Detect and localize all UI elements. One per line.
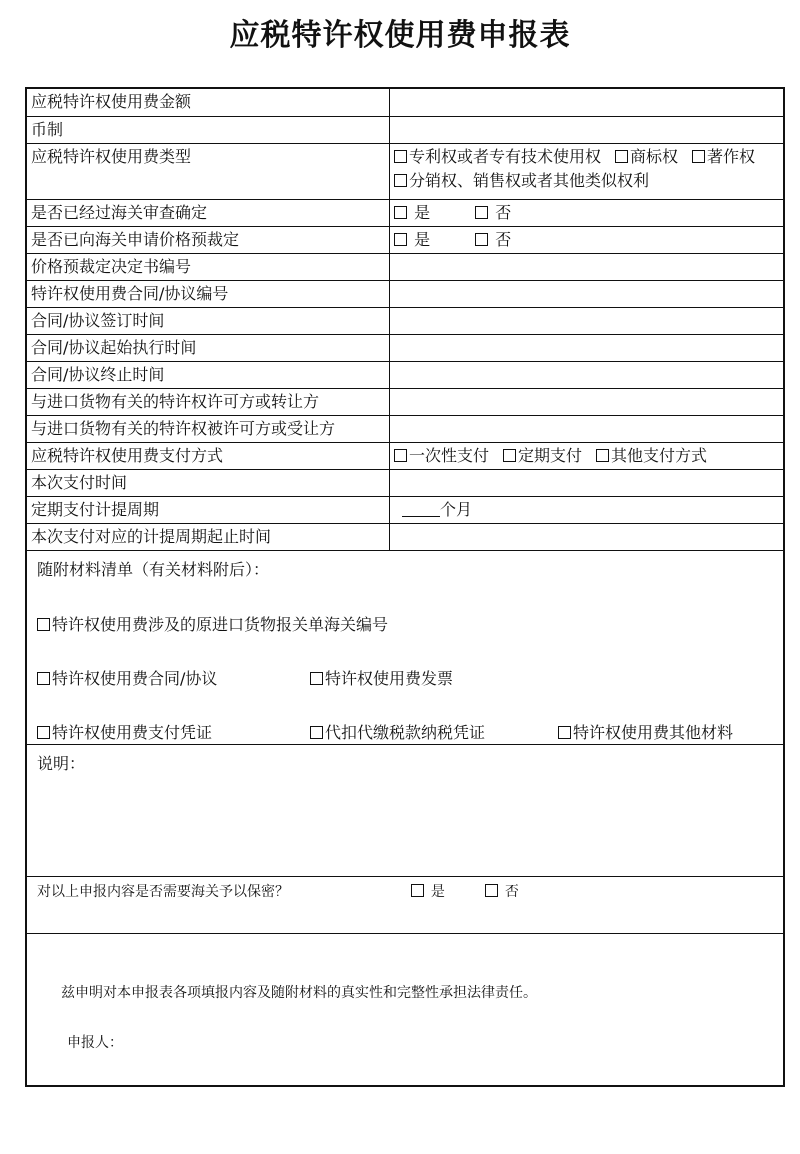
checkbox[interactable] (411, 884, 424, 897)
payment-time-label: 本次支付时间 (27, 469, 390, 496)
signer-label: 申报人： (67, 1034, 123, 1051)
material-item-other[interactable]: 特许权使用费其他材料 (558, 720, 733, 744)
checkbox[interactable] (37, 672, 50, 685)
licensor-field[interactable] (390, 388, 784, 415)
material-item-invoice[interactable]: 特许权使用费发票 (310, 666, 453, 720)
licensee-label: 与进口货物有关的特许权被许可方或受让方 (27, 415, 390, 442)
page-title: 应税特许权使用费申报表 (229, 18, 571, 53)
amount-label: 应税特许权使用费金额 (27, 89, 390, 116)
checkbox[interactable] (394, 206, 407, 219)
type-option-distribution[interactable]: 分销权、销售权或者其他类似权利 (394, 171, 649, 190)
secrecy-question: 对以上申报内容是否需要海关予以保密？ (37, 883, 289, 900)
explain-section[interactable] (27, 745, 783, 877)
checkbox[interactable] (475, 206, 488, 219)
materials-title: 随附材料清单（有关材料附后）： (37, 559, 270, 579)
ruling-number-field[interactable] (390, 253, 784, 280)
materials-row (37, 612, 773, 666)
currency-field[interactable] (390, 116, 784, 143)
checkbox[interactable] (394, 449, 407, 462)
customs-confirmed-yes[interactable]: 是 (394, 203, 430, 222)
type-options (390, 143, 784, 199)
payment-option-lump-sum[interactable]: 一次性支付 (394, 446, 489, 465)
sign-date-field[interactable] (390, 307, 784, 334)
materials-row (37, 720, 773, 744)
payment-method-options (390, 442, 784, 469)
contract-number-field[interactable] (390, 280, 784, 307)
materials-row (37, 666, 773, 720)
secrecy-section (27, 877, 783, 934)
type-option-copyright[interactable]: 著作权 (692, 147, 755, 166)
checkbox[interactable] (692, 150, 705, 163)
period-field[interactable] (390, 496, 784, 523)
sign-date-label: 合同/协议签订时间 (27, 307, 390, 334)
end-date-field[interactable] (390, 361, 784, 388)
checkbox[interactable] (394, 233, 407, 246)
checkbox[interactable] (310, 672, 323, 685)
period-range-label: 本次支付对应的计提周期起止时间 (27, 523, 390, 550)
secrecy-no[interactable]: 否 (485, 884, 518, 900)
customs-confirmed-options (390, 199, 784, 226)
licensor-label: 与进口货物有关的特许权许可方或转让方 (27, 388, 390, 415)
material-item-customs-number[interactable]: 特许权使用费涉及的原进口货物报关单海关编号 (37, 612, 388, 666)
form-grid (27, 89, 783, 551)
payment-option-other[interactable]: 其他支付方式 (596, 446, 707, 465)
declaration-form (25, 87, 785, 1087)
checkbox[interactable] (615, 150, 628, 163)
checkbox[interactable] (37, 618, 50, 631)
currency-label: 币制 (27, 116, 390, 143)
amount-field[interactable] (390, 89, 784, 116)
customs-confirmed-no[interactable]: 否 (475, 203, 511, 222)
material-item-tax-proof[interactable]: 代扣代缴税款纳税凭证 (310, 720, 558, 744)
secrecy-yes[interactable]: 是 (411, 884, 444, 900)
payment-time-field[interactable] (390, 469, 784, 496)
price-ruling-label: 是否已向海关申请价格预裁定 (27, 226, 390, 253)
payment-method-label: 应税特许权使用费支付方式 (27, 442, 390, 469)
price-ruling-yes[interactable]: 是 (394, 230, 430, 249)
end-date-label: 合同/协议终止时间 (27, 361, 390, 388)
period-range-field[interactable] (390, 523, 784, 550)
declaration-statement: 兹申明对本申报表各项填报内容及随附材料的真实性和完整性承担法律责任。 (61, 984, 537, 1001)
payment-option-periodic[interactable]: 定期支付 (503, 446, 582, 465)
type-label: 应税特许权使用费类型 (27, 143, 390, 199)
material-item-contract[interactable]: 特许权使用费合同/协议 (37, 666, 310, 720)
start-date-field[interactable] (390, 334, 784, 361)
checkbox[interactable] (394, 150, 407, 163)
price-ruling-options (390, 226, 784, 253)
contract-number-label: 特许权使用费合同/协议编号 (27, 280, 390, 307)
checkbox[interactable] (558, 726, 571, 739)
start-date-label: 合同/协议起始执行时间 (27, 334, 390, 361)
customs-confirmed-label: 是否已经过海关审查确定 (27, 199, 390, 226)
checkbox[interactable] (37, 726, 50, 739)
materials-section (27, 551, 783, 745)
explain-label: 说明： (37, 753, 86, 773)
checkbox[interactable] (394, 174, 407, 187)
checkbox[interactable] (475, 233, 488, 246)
checkbox[interactable] (503, 449, 516, 462)
period-label: 定期支付计提周期 (27, 496, 390, 523)
price-ruling-no[interactable]: 否 (475, 230, 511, 249)
checkbox[interactable] (485, 884, 498, 897)
type-option-patent[interactable]: 专利权或者专有技术使用权 (394, 147, 601, 166)
material-item-payment-proof[interactable]: 特许权使用费支付凭证 (37, 720, 310, 744)
period-blank[interactable] (402, 500, 440, 517)
licensee-field[interactable] (390, 415, 784, 442)
declaration-section (27, 934, 783, 1154)
period-unit: 个月 (440, 499, 473, 519)
ruling-number-label: 价格预裁定决定书编号 (27, 253, 390, 280)
checkbox[interactable] (310, 726, 323, 739)
checkbox[interactable] (596, 449, 609, 462)
type-option-trademark[interactable]: 商标权 (615, 147, 678, 166)
